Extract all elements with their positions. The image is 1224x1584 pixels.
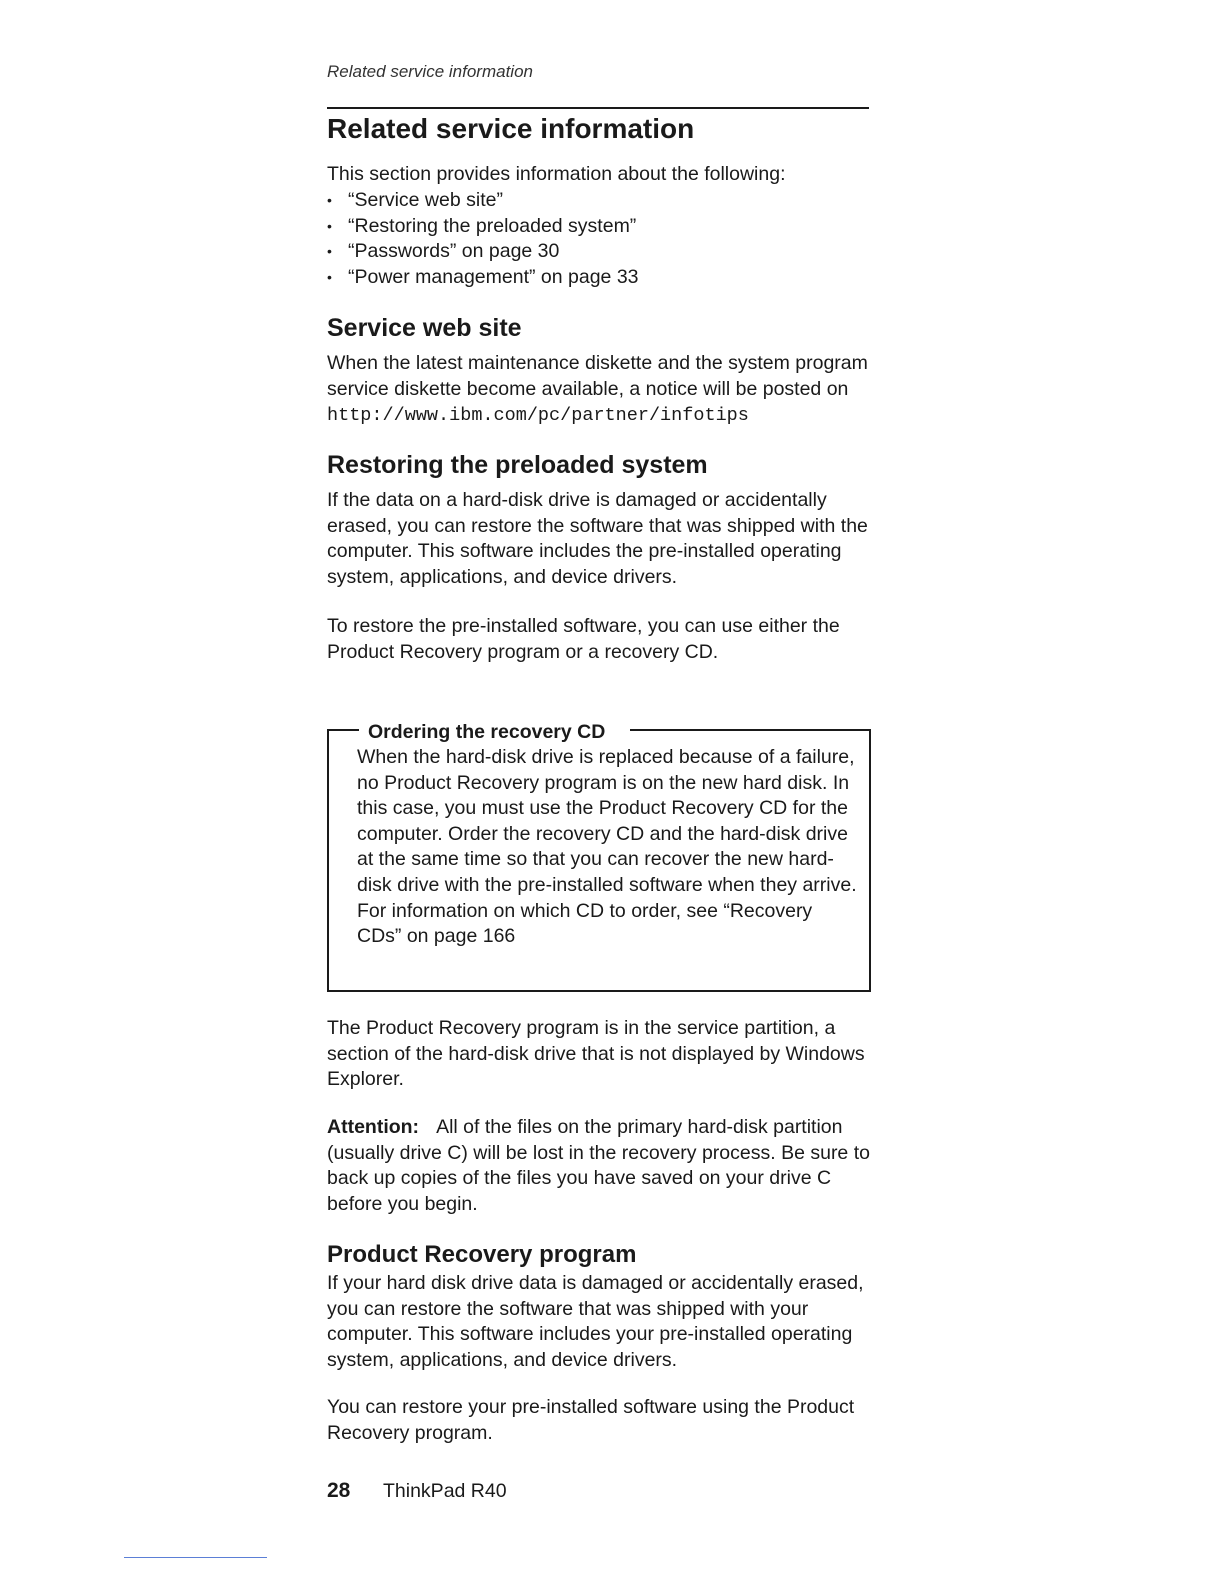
section-title-related-service: Related service information	[327, 113, 695, 144]
web-site-text	[327, 351, 875, 429]
restore-paragraph-1: If the data on a hard-disk drive is damaged or accidentally erased, you can restore the software that was shipped with the computer. This software includes the pre-installed operating system, applications, and device drivers.	[327, 489, 868, 588]
running-header: Related service information	[327, 62, 533, 81]
bullet-icon: •	[327, 192, 332, 208]
service-url-link[interactable]: http://www.ibm.com/pc/partner/infotips	[327, 405, 749, 427]
note-box-title: Ordering the recovery CD	[368, 721, 606, 743]
restore-paragraph-3: The Product Recovery program is in the service partition, a section of the hard-disk drive that is not displayed by Windows Explorer.	[327, 1017, 865, 1091]
note-box-border	[327, 729, 359, 731]
product-name: ThinkPad R40	[383, 1480, 507, 1502]
list-item-text: “Service web site”	[348, 189, 503, 211]
attention-label: Attention:	[327, 1116, 420, 1138]
list-item-text: “Power management” on page 33	[348, 265, 639, 288]
web-site-body: When the latest maintenance diskette and the system program service diskette become available, a notice will be posted on	[327, 352, 868, 400]
section-title-service-web-site: Service web site	[327, 314, 522, 342]
bullet-icon: •	[327, 268, 332, 285]
list-item[interactable]	[327, 188, 875, 214]
list-item-text: “Passwords” on page 30	[348, 240, 560, 263]
bullet-icon: •	[327, 217, 332, 234]
header-rule	[327, 107, 869, 109]
restore-paragraph-2: To restore the pre-installed software, you can use either the Product Recovery program or a recovery CD.	[327, 615, 840, 663]
page-number: 28	[327, 1479, 351, 1502]
note-box-border	[630, 729, 869, 731]
program-paragraph-1: If your hard disk drive data is damaged or accidentally erased, you can restore the software that was shipped with your computer. This software includes your pre-installed operating system, applications, and device drivers.	[327, 1272, 864, 1371]
section-title-restoring: Restoring the preloaded system	[327, 451, 708, 479]
section-title-product-recovery: Product Recovery program	[327, 1241, 637, 1268]
bottom-divider	[124, 1557, 267, 1558]
bullet-icon: •	[327, 243, 332, 260]
list-item[interactable]	[327, 239, 875, 265]
program-paragraph-2: You can restore your pre-installed software using the Product Recovery program.	[327, 1396, 855, 1444]
note-box-body: When the hard-disk drive is replaced because of a failure, no Product Recovery program is on the new hard disk. In this case, you must use the Product Recovery CD for the computer. Order the recovery CD and the hard-disk drive at the same time so that you can recover the new hard-disk drive with the pre-installed software when they arrive. For information on which CD to order, see “Recovery CDs” on page 166	[357, 746, 857, 948]
attention-text: All of the files on the primary hard-disk partition (usually drive C) will be lost in the recovery process. Be sure to back up copies of the files you have saved on your drive C before you begin.	[327, 1116, 870, 1215]
intro-text: This section provides information about the following:	[327, 163, 786, 185]
list-item[interactable]	[327, 214, 875, 240]
attention-paragraph	[327, 1115, 875, 1217]
topic-list	[327, 188, 875, 290]
list-item-text: “Restoring the preloaded system”	[348, 214, 637, 237]
list-item[interactable]	[327, 265, 875, 291]
